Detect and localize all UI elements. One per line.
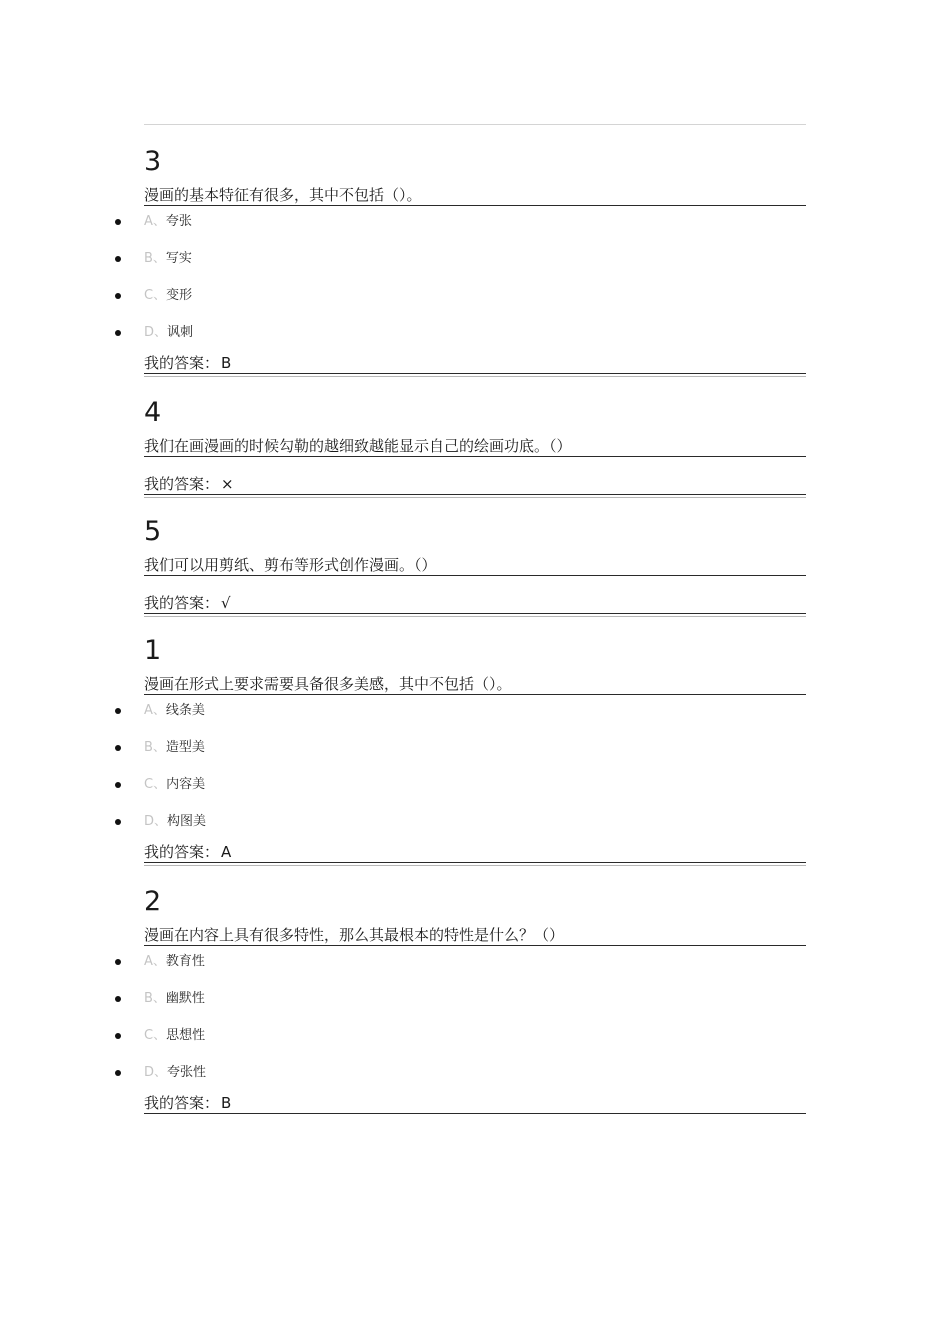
bullet-dot-icon — [115, 708, 121, 714]
bullet-dot-icon — [115, 219, 121, 225]
option-d[interactable] — [144, 1057, 806, 1094]
option-c[interactable] — [144, 280, 806, 317]
bullet-dot-icon — [115, 1033, 121, 1039]
answer-value: B — [221, 354, 232, 372]
option-d[interactable] — [144, 317, 806, 354]
option-letter: A、 — [144, 703, 166, 718]
question-divider — [144, 865, 806, 866]
question-text: 漫画在内容上具有很多特性，那么其最根本的特性是什么？（） — [144, 925, 806, 946]
question-block-1 — [144, 634, 806, 866]
option-list — [144, 206, 806, 354]
option-letter: B、 — [144, 991, 166, 1006]
spacer — [144, 377, 806, 396]
question-text: 漫画在形式上要求需要具备很多美感，其中不包括（）。 — [144, 674, 806, 695]
question-block-2 — [144, 885, 806, 1114]
top-divider — [144, 124, 806, 125]
my-answer — [144, 475, 806, 495]
question-text: 漫画的基本特征有很多，其中不包括（）。 — [144, 185, 806, 206]
spacer — [144, 617, 806, 634]
question-divider — [144, 616, 806, 617]
option-label: 幽默性 — [165, 991, 205, 1006]
bullet-dot-icon — [115, 996, 121, 1002]
option-label: 夸张性 — [167, 1065, 207, 1080]
answer-label: 我的答案： — [144, 594, 220, 612]
bullet-dot-icon — [115, 782, 121, 788]
option-label: 线条美 — [165, 703, 205, 718]
question-block-3 — [144, 145, 806, 377]
option-letter: A、 — [144, 954, 166, 969]
option-text — [144, 702, 205, 720]
option-label: 写实 — [165, 251, 192, 266]
option-letter: C、 — [144, 1028, 167, 1043]
option-text — [144, 1027, 205, 1045]
question-divider — [144, 497, 806, 498]
option-letter: B、 — [144, 740, 166, 755]
option-b[interactable] — [144, 983, 806, 1020]
answer-value: A — [221, 843, 232, 861]
bullet-dot-icon — [115, 1070, 121, 1076]
question-text: 我们可以用剪纸、剪布等形式创作漫画。（） — [144, 555, 806, 576]
option-letter: B、 — [144, 251, 166, 266]
option-c[interactable] — [144, 769, 806, 806]
spacer — [144, 498, 806, 515]
option-text — [144, 287, 192, 305]
question-number: 3 — [144, 146, 162, 177]
bullet-dot-icon — [115, 819, 121, 825]
question-block-5 — [144, 515, 806, 617]
option-letter: C、 — [144, 777, 167, 792]
option-label: 讽刺 — [167, 325, 194, 340]
option-text — [144, 990, 205, 1008]
option-b[interactable] — [144, 732, 806, 769]
bullet-dot-icon — [115, 256, 121, 262]
option-text — [144, 776, 205, 794]
answer-label: 我的答案： — [144, 843, 220, 861]
bullet-dot-icon — [115, 959, 121, 965]
question-divider — [144, 376, 806, 377]
my-answer — [144, 1094, 806, 1114]
spacer — [144, 866, 806, 885]
option-letter: D、 — [144, 814, 168, 829]
question-number: 2 — [144, 886, 162, 917]
my-answer — [144, 594, 806, 614]
question-block-4 — [144, 396, 806, 498]
option-label: 教育性 — [165, 954, 205, 969]
quiz-document — [144, 124, 806, 1114]
question-number: 5 — [144, 516, 162, 547]
bullet-dot-icon — [115, 745, 121, 751]
answer-label: 我的答案： — [144, 1094, 220, 1112]
option-text — [144, 213, 192, 231]
my-answer — [144, 354, 806, 374]
question-number: 4 — [144, 397, 162, 428]
option-letter: C、 — [144, 288, 167, 303]
option-text — [144, 813, 206, 831]
option-label: 思想性 — [166, 1028, 206, 1043]
option-d[interactable] — [144, 806, 806, 843]
answer-value: B — [221, 1094, 232, 1112]
option-letter: D、 — [144, 325, 168, 340]
option-label: 造型美 — [165, 740, 205, 755]
option-label: 内容美 — [166, 777, 206, 792]
option-text — [144, 324, 193, 342]
answer-label: 我的答案： — [144, 354, 220, 372]
answer-value: √ — [221, 594, 231, 612]
question-number: 1 — [144, 635, 162, 666]
bullet-dot-icon — [115, 330, 121, 336]
option-list — [144, 946, 806, 1094]
my-answer — [144, 843, 806, 863]
option-letter: D、 — [144, 1065, 168, 1080]
option-list — [144, 695, 806, 843]
question-text: 我们在画漫画的时候勾勒的越细致越能显示自己的绘画功底。（） — [144, 436, 806, 457]
option-label: 夸张 — [165, 214, 192, 229]
answer-label: 我的答案： — [144, 475, 220, 493]
option-b[interactable] — [144, 243, 806, 280]
option-c[interactable] — [144, 1020, 806, 1057]
answer-value: × — [221, 475, 234, 493]
option-label: 构图美 — [167, 814, 207, 829]
option-label: 变形 — [166, 288, 193, 303]
bullet-dot-icon — [115, 293, 121, 299]
option-text — [144, 1064, 206, 1082]
option-text — [144, 953, 205, 971]
option-text — [144, 250, 192, 268]
option-a[interactable] — [144, 946, 806, 983]
option-a[interactable] — [144, 206, 806, 243]
option-a[interactable] — [144, 695, 806, 732]
option-text — [144, 739, 205, 757]
option-letter: A、 — [144, 214, 166, 229]
